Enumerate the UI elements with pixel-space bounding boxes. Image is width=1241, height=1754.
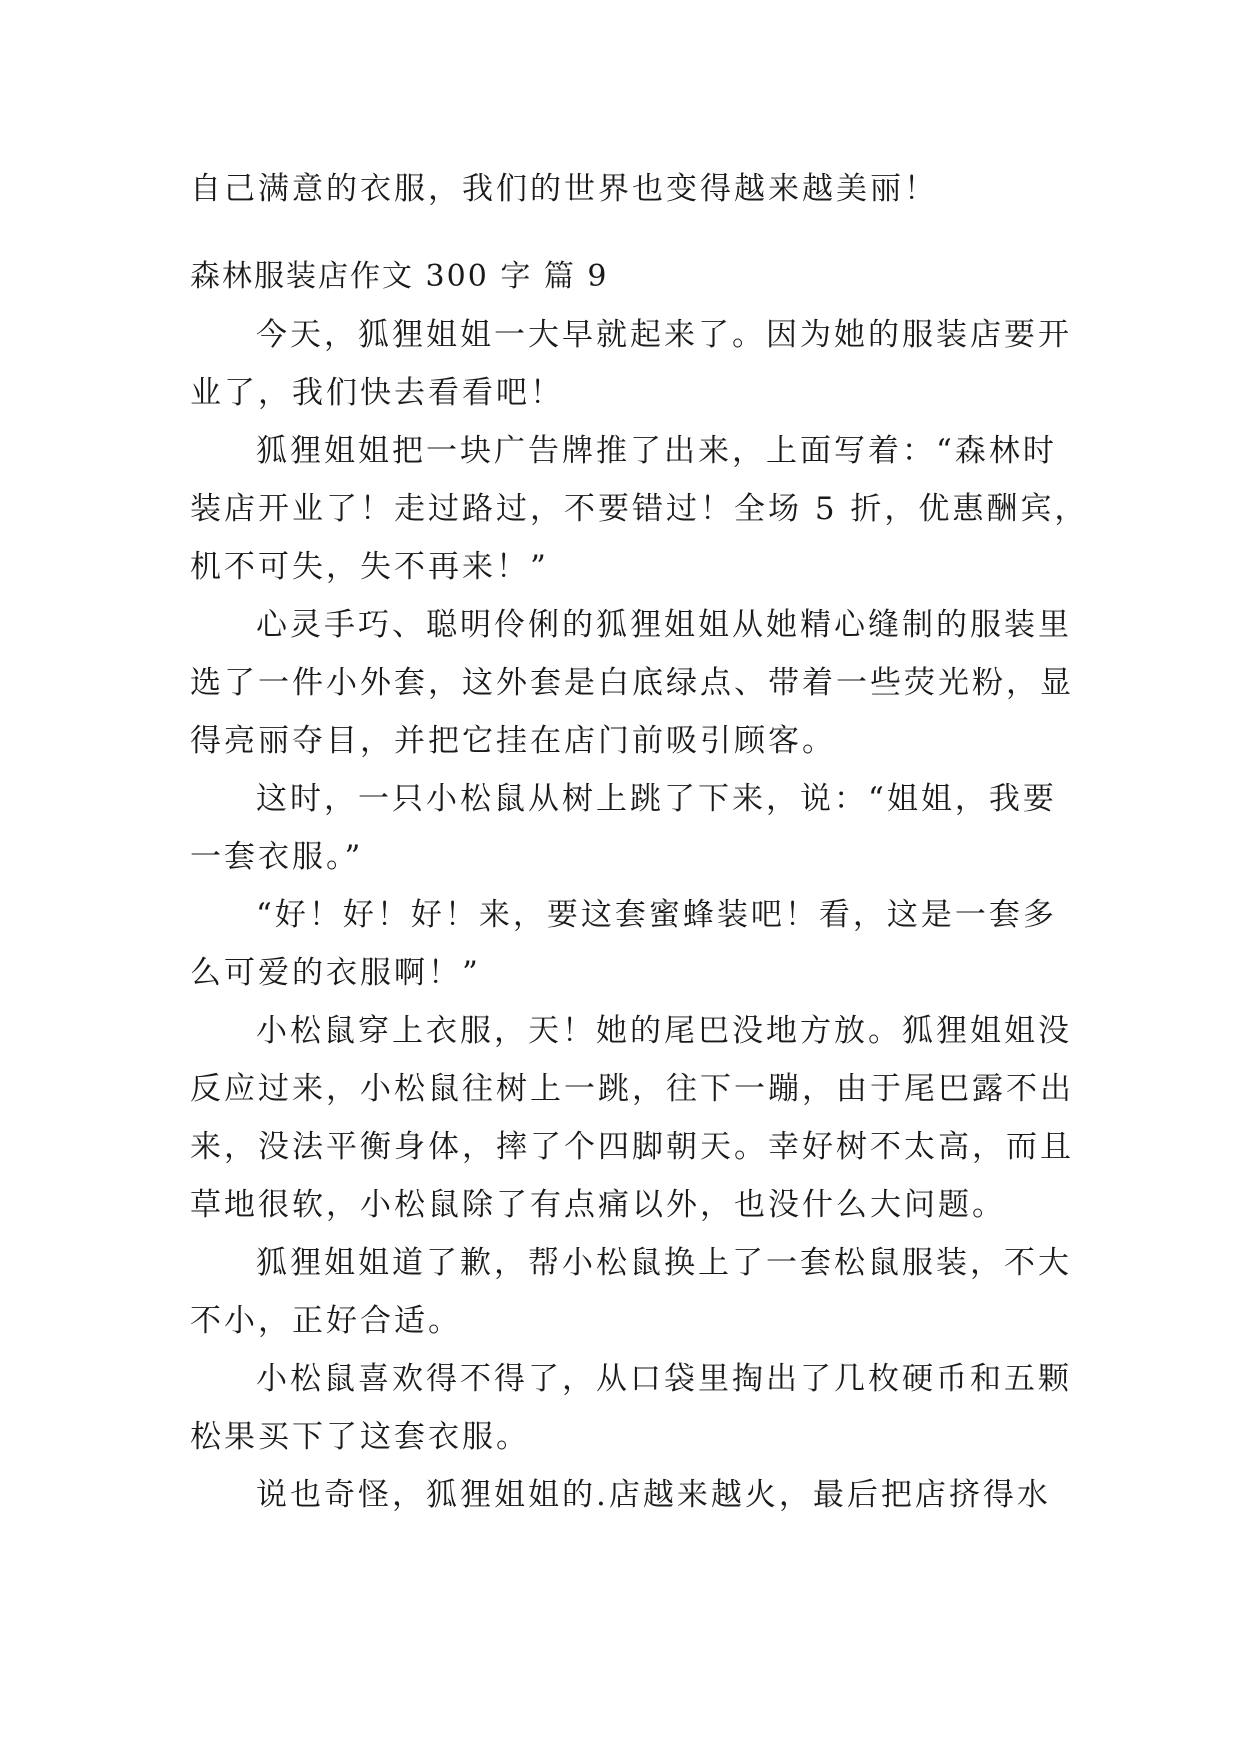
paragraph-line: 今天，狐狸姐姐一大早就起来了。因为她的服装店要开 [256, 317, 1072, 353]
paragraph-line: 反应过来，小松鼠往树上一跳，往下一蹦，由于尾巴露不出 [190, 1071, 1074, 1107]
paragraph-line: 说也奇怪，狐狸姐姐的.店越来越火，最后把店挤得水 [256, 1477, 1051, 1513]
paragraph [190, 596, 1074, 770]
paragraph [190, 1466, 1060, 1524]
document-page [190, 160, 1089, 1524]
paragraph-line: 业了，我们快去看看吧！ [190, 375, 564, 411]
paragraph [190, 1350, 1072, 1466]
paragraph-line: 狐狸姐姐把一块广告牌推了出来，上面写着：“森林时 [256, 433, 1057, 469]
paragraph-line: 来，没法平衡身体，摔了个四脚朝天。幸好树不太高，而且 [190, 1129, 1074, 1165]
paragraph [190, 770, 1060, 886]
paragraph-line: 心灵手巧、聪明伶俐的狐狸姐姐从她精心缝制的服装里 [256, 607, 1072, 643]
paragraph [190, 1002, 1074, 1234]
paragraph-line: 草地很软，小松鼠除了有点痛以外，也没什么大问题。 [190, 1187, 1006, 1223]
paragraph-line: 么可爱的衣服啊！” [190, 955, 481, 991]
paragraph-line: 机不可失，失不再来！” [190, 549, 549, 585]
paragraph-line: 小松鼠喜欢得不得了，从口袋里掏出了几枚硬币和五颗 [256, 1361, 1072, 1397]
paragraph-line: 选了一件小外套，这外套是白底绿点、带着一些荧光粉，显 [190, 665, 1074, 701]
paragraph [190, 422, 1089, 596]
paragraph-line: 得亮丽夺目，并把它挂在店门前吸引顾客。 [190, 723, 836, 759]
essay-heading: 森林服装店作文 300 字 篇 9 [190, 259, 609, 294]
paragraph-line: 这时，一只小松鼠从树上跳了下来，说：“姐姐，我要 [256, 781, 1057, 817]
paragraph [190, 306, 1072, 422]
paragraph-line: 小松鼠穿上衣服，天！她的尾巴没地方放。狐狸姐姐没 [256, 1013, 1072, 1049]
paragraph [190, 886, 1060, 1002]
paragraph-line: 不小，正好合适。 [190, 1303, 462, 1339]
paragraph [190, 1234, 1072, 1350]
paragraph-line: “好！好！好！来，要这套蜜蜂装吧！看，这是一套多 [256, 897, 1057, 933]
paragraph-line: 狐狸姐姐道了歉，帮小松鼠换上了一套松鼠服装，不大 [256, 1245, 1072, 1281]
paragraph-line: 松果买下了这套衣服。 [190, 1419, 530, 1455]
carryover-line: 自己满意的衣服，我们的世界也变得越来越美丽！ [190, 171, 938, 207]
paragraph-line: 一套衣服。” [190, 839, 364, 875]
paragraph-line: 装店开业了！走过路过，不要错过！全场 5 折，优惠酬宾， [190, 491, 1089, 527]
